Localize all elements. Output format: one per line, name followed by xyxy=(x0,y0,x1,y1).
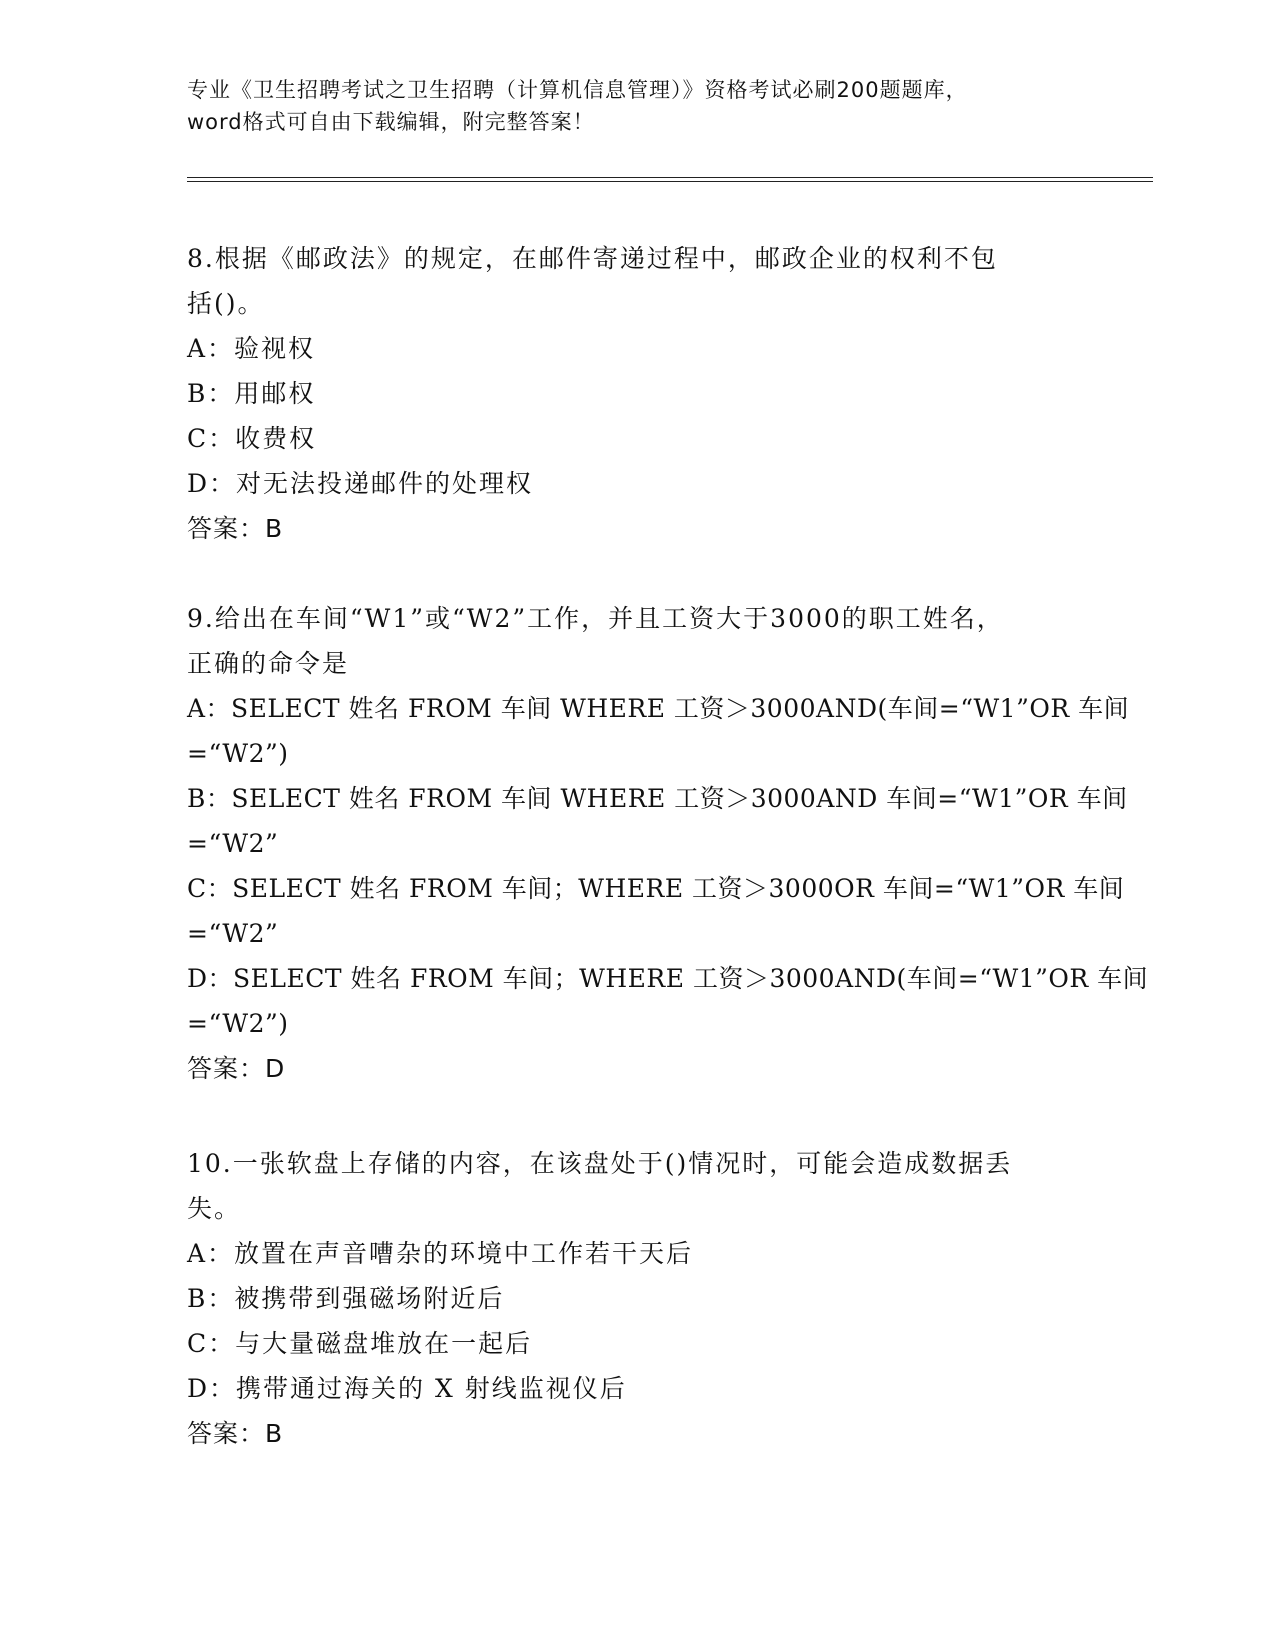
option-c-continued: =“W2” xyxy=(187,919,279,948)
answer-label: 答案：B xyxy=(187,1419,284,1448)
option-c: C：SELECT 姓名 FROM 车间；WHERE 工资＞3000OR 车间=“W1”OR 车间 xyxy=(187,874,1125,903)
answer-label: 答案：B xyxy=(187,514,284,543)
header-line-2: word格式可自由下载编辑，附完整答案！ xyxy=(187,110,595,134)
question-stem-line: 失。 xyxy=(187,1194,242,1223)
question-stem-line: 10.一张软盘上存储的内容，在该盘处于()情况时，可能会造成数据丢 xyxy=(187,1149,1013,1178)
option-b: B：被携带到强磁场附近后 xyxy=(187,1284,505,1313)
question-8 xyxy=(187,236,1087,551)
option-a: A：放置在声音嘈杂的环境中工作若干天后 xyxy=(187,1239,694,1268)
question-10 xyxy=(187,1141,1087,1456)
option-a: A：SELECT 姓名 FROM 车间 WHERE 工资＞3000AND(车间=“W1”OR 车间 xyxy=(187,694,1130,723)
question-stem-line: 括()。 xyxy=(187,289,265,318)
option-a-continued: =“W2”) xyxy=(187,739,289,768)
question-9 xyxy=(187,596,1149,1091)
header-line-1: 专业《卫生招聘考试之卫生招聘（计算机信息管理）》资格考试必刷200题题库， xyxy=(187,78,968,102)
header-divider-top xyxy=(187,177,1153,178)
answer-label: 答案：D xyxy=(187,1054,286,1083)
option-a: A：验视权 xyxy=(187,334,316,363)
option-d: D：SELECT 姓名 FROM 车间；WHERE 工资＞3000AND(车间=“W1”OR 车间 xyxy=(187,964,1149,993)
option-d: D：携带通过海关的 X 射线监视仪后 xyxy=(187,1374,627,1403)
option-d: D：对无法投递邮件的处理权 xyxy=(187,469,534,498)
header-divider-bottom xyxy=(187,181,1153,182)
option-c: C：收费权 xyxy=(187,424,317,453)
option-b-continued: =“W2” xyxy=(187,829,279,858)
option-b: B：用邮权 xyxy=(187,379,316,408)
option-d-continued: =“W2”) xyxy=(187,1009,289,1038)
document-header xyxy=(187,74,1087,138)
question-stem-line: 8.根据《邮政法》的规定，在邮件寄递过程中，邮政企业的权利不包 xyxy=(187,244,998,273)
question-stem-line: 9.给出在车间“W1”或“W2”工作，并且工资大于3000的职工姓名， xyxy=(187,604,1004,633)
option-c: C：与大量磁盘堆放在一起后 xyxy=(187,1329,533,1358)
option-b: B：SELECT 姓名 FROM 车间 WHERE 工资＞3000AND 车间=“W1”OR 车间 xyxy=(187,784,1128,813)
question-stem-line: 正确的命令是 xyxy=(187,649,350,678)
